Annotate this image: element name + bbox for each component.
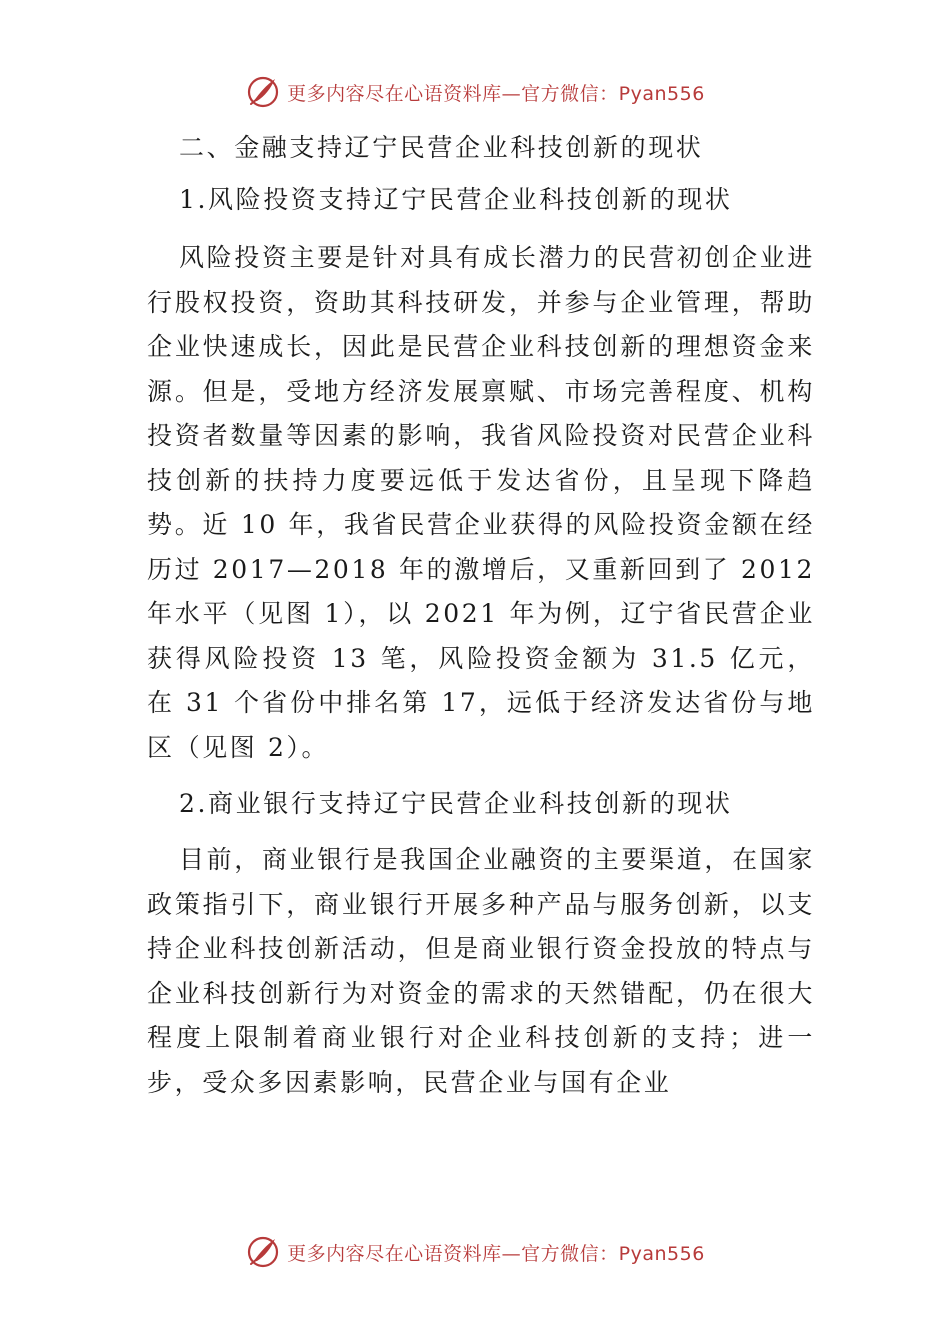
paragraph-venture-capital: 风险投资主要是针对具有成长潜力的民营初创企业进行股权投资，资助其科技研发，并参与企业管理，帮助企业快速成长，因此是民营企业科技创新的理想资金来源。但是，受地方经济发展禀赋、市场完善程度、机构投资者数量等因素的影响，我省风险投资对民营企业科技创新的扶持力度要远低于发达省份，且呈现下降趋势。近 10 年，我省民营企业获得的风险投资金额在经历过 2017—2018 年的激增后，又重新回到了 2012 年水平（见图 1），以 2021 年为例，辽宁省民营企业获得风险投资 13 笔，风险投资金额为 31.5 亿元，在 31 个省份中排名第 17，远低于经济发达省份与地区（见图 2）。 <box>147 243 815 762</box>
quill-seal-logo-icon <box>245 1234 281 1270</box>
document-body <box>147 124 815 1105</box>
header-banner <box>0 72 950 112</box>
quill-seal-logo-icon <box>245 74 281 110</box>
section-title: 二、金融支持辽宁民营企业科技创新的现状 <box>179 133 704 162</box>
footer-banner-text: 更多内容尽在心语资料库—官方微信：Pyan556 <box>287 1242 705 1265</box>
paragraph-commercial-banks: 目前，商业银行是我国企业融资的主要渠道，在国家政策指引下，商业银行开展多种产品与服务创新，以支持企业科技创新活动，但是商业银行资金投放的特点与企业科技创新行为对资金的需求的天然错配，仍在很大程度上限制着商业银行对企业科技创新的支持；进一步，受众多因素影响，民营企业与国有企业 <box>147 845 815 1097</box>
header-banner-text: 更多内容尽在心语资料库—官方微信：Pyan556 <box>287 82 705 105</box>
wechat-id: Pyan556 <box>618 1242 705 1265</box>
subsection-title-2: 2.商业银行支持辽宁民营企业科技创新的现状 <box>179 789 733 818</box>
footer-banner <box>0 1232 950 1272</box>
wechat-id: Pyan556 <box>618 82 705 105</box>
subsection-title-1: 1.风险投资支持辽宁民营企业科技创新的现状 <box>179 185 733 214</box>
